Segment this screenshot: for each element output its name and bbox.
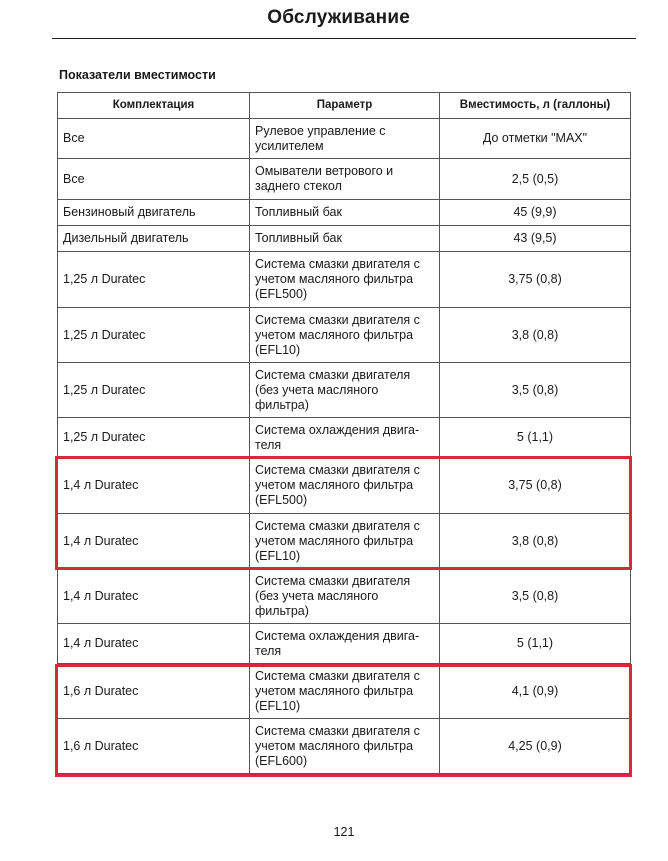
cell-capacity: 4,25 (0,9) (440, 719, 631, 774)
table-header-row (58, 93, 631, 119)
cell-parameter: Топливный бак (250, 200, 440, 226)
cell-capacity: 5 (1,1) (440, 418, 631, 458)
cell-capacity: 43 (9,5) (440, 226, 631, 252)
page-title: Обслуживание (267, 7, 410, 28)
cell-trim: Дизельный двигатель (58, 226, 250, 252)
cell-capacity: 5 (1,1) (440, 624, 631, 664)
cell-trim: Все (58, 119, 250, 159)
cell-capacity: 2,5 (0,5) (440, 159, 631, 200)
cell-capacity: До отметки "MAX" (440, 119, 631, 159)
column-header-parameter: Параметр (250, 93, 440, 119)
cell-parameter: Рулевое управление с усилителем (250, 119, 440, 159)
cell-parameter: Система охлаждения двига-теля (250, 624, 440, 664)
table-row (58, 159, 631, 200)
section-heading: Показатели вместимости (59, 68, 216, 82)
cell-capacity: 45 (9,9) (440, 200, 631, 226)
cell-parameter: Система охлаждения двига-теля (250, 418, 440, 458)
cell-parameter: Система смазки двигателя с учетом масляного фильтра (EFL500) (250, 458, 440, 514)
cell-trim: Все (58, 159, 250, 200)
cell-parameter: Система смазки двигателя с учетом масляного фильтра (EFL500) (250, 252, 440, 308)
table-row (58, 569, 631, 624)
cell-capacity: 3,8 (0,8) (440, 514, 631, 569)
cell-trim: 1,4 л Duratec (58, 514, 250, 569)
cell-parameter: Топливный бак (250, 226, 440, 252)
cell-trim: 1,6 л Duratec (58, 719, 250, 774)
cell-parameter: Система смазки двигателя с учетом масляного фильтра (EFL10) (250, 308, 440, 363)
cell-trim: 1,25 л Duratec (58, 363, 250, 418)
column-header-capacity: Вместимость, л (галлоны) (440, 93, 631, 119)
cell-parameter: Система смазки двигателя с учетом масляного фильтра (EFL600) (250, 719, 440, 774)
table-row (58, 719, 631, 774)
cell-capacity: 3,75 (0,8) (440, 252, 631, 308)
cell-capacity: 4,1 (0,9) (440, 664, 631, 719)
table-row (58, 119, 631, 159)
cell-trim: 1,4 л Duratec (58, 458, 250, 514)
table-row (58, 458, 631, 514)
cell-parameter: Система смазки двигателя с учетом масляного фильтра (EFL10) (250, 514, 440, 569)
capacity-table (57, 92, 631, 774)
cell-trim: 1,25 л Duratec (58, 252, 250, 308)
cell-trim: 1,4 л Duratec (58, 624, 250, 664)
cell-parameter: Система смазки двигателя (без учета масляного фильтра) (250, 363, 440, 418)
cell-parameter: Система смазки двигателя с учетом масляного фильтра (EFL10) (250, 664, 440, 719)
table-row (58, 226, 631, 252)
table-row (58, 418, 631, 458)
cell-trim: Бензиновый двигатель (58, 200, 250, 226)
table-row (58, 363, 631, 418)
table-row (58, 252, 631, 308)
table-row (58, 200, 631, 226)
cell-trim: 1,6 л Duratec (58, 664, 250, 719)
cell-trim: 1,4 л Duratec (58, 569, 250, 624)
cell-parameter: Система смазки двигателя (без учета масляного фильтра) (250, 569, 440, 624)
table-row (58, 664, 631, 719)
table-row (58, 624, 631, 664)
cell-parameter: Омыватели ветрового и заднего стекол (250, 159, 440, 200)
title-divider (52, 38, 636, 39)
cell-trim: 1,25 л Duratec (58, 308, 250, 363)
cell-trim: 1,25 л Duratec (58, 418, 250, 458)
page-number: 121 (333, 825, 355, 839)
cell-capacity: 3,5 (0,8) (440, 363, 631, 418)
cell-capacity: 3,8 (0,8) (440, 308, 631, 363)
cell-capacity: 3,75 (0,8) (440, 458, 631, 514)
table-row (58, 308, 631, 363)
cell-capacity: 3,5 (0,8) (440, 569, 631, 624)
table-row (58, 514, 631, 569)
column-header-trim: Комплектация (58, 93, 250, 119)
